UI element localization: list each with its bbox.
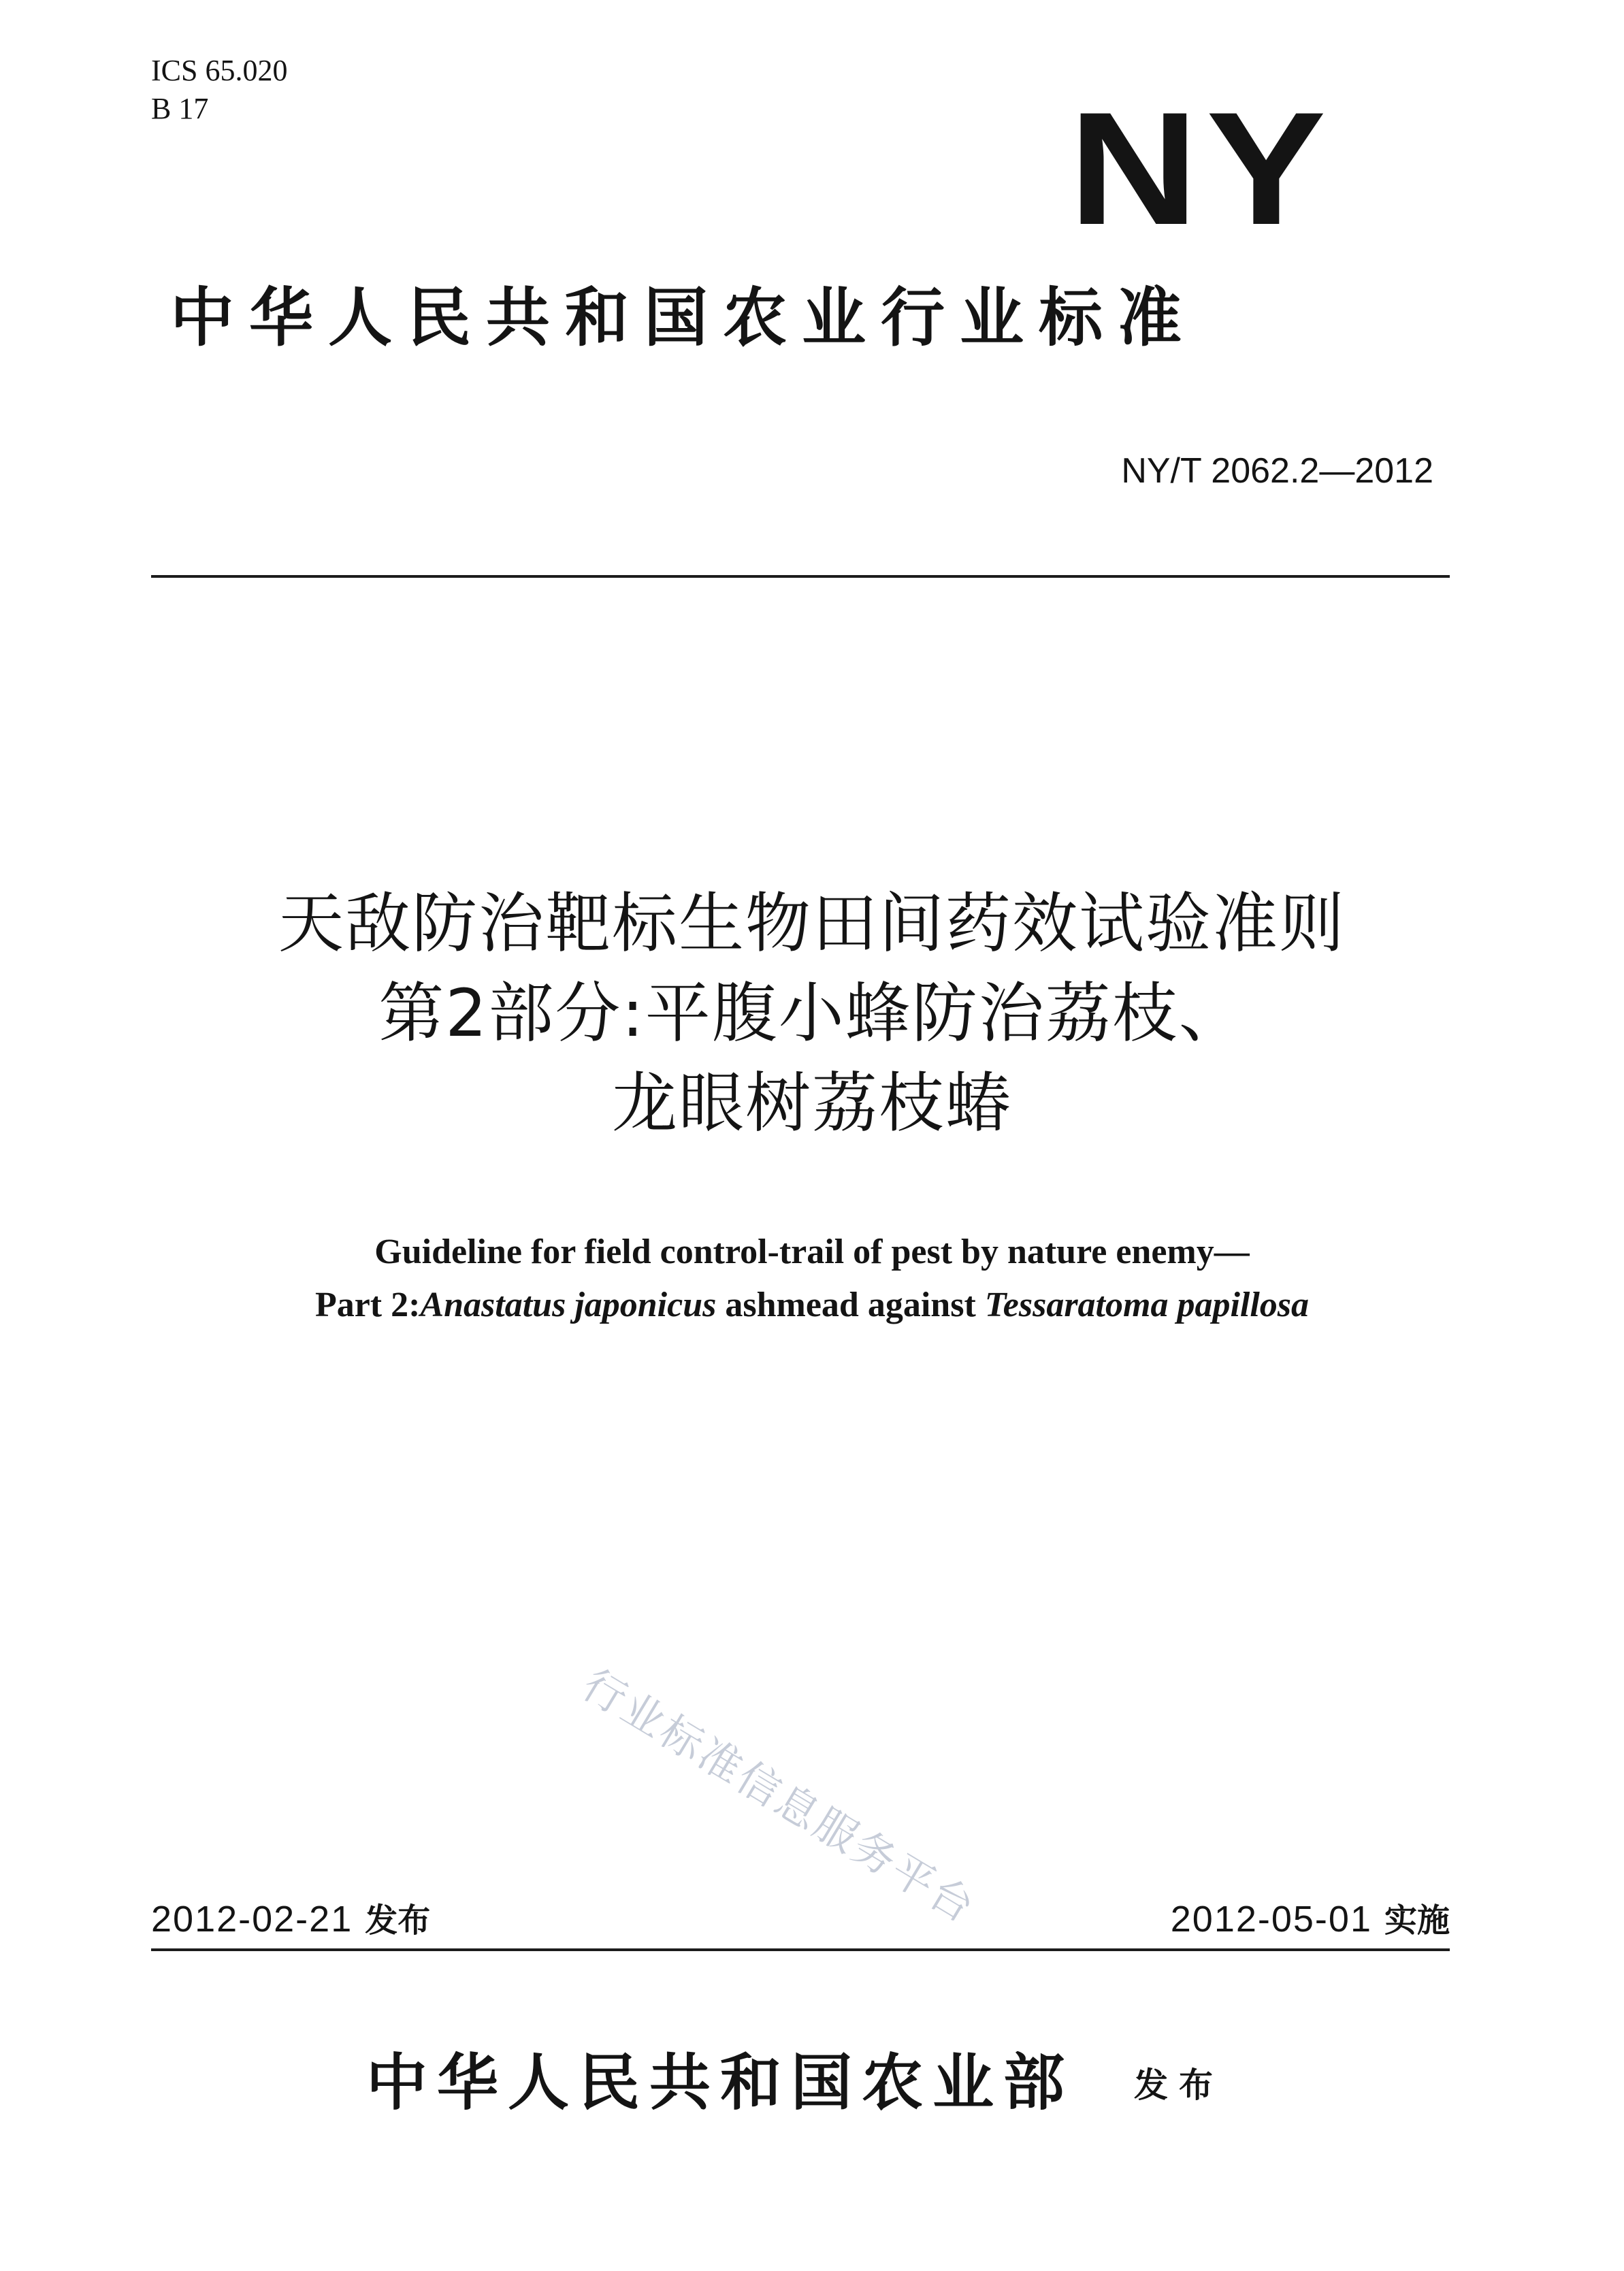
ccs-code: B 17 [151, 92, 209, 125]
ics-code: ICS 65.020 [151, 54, 288, 87]
footer-rule [151, 1948, 1450, 1951]
issue-date-block [151, 1897, 430, 1942]
title-english-species-pest: Tessaratoma papillosa [984, 1286, 1310, 1324]
publisher-action: 发布 [1134, 2065, 1224, 2105]
ny-logo: NY [1069, 79, 1334, 259]
watermark: 行业标准信息服务平台 [574, 1659, 985, 1933]
title-english-part-label: Part 2: [314, 1286, 421, 1324]
standard-number: NY/T 2062.2—2012 [1121, 451, 1433, 491]
title-chinese-line-1: 天敌防治靶标生物田间药效试验准则 [278, 885, 1346, 962]
title-english-line-1: Guideline for field control-trail of pest by nature enemy— [374, 1232, 1250, 1271]
implementation-date-block [1116, 1897, 1450, 1942]
title-chinese-line-3: 龙眼树荔枝蝽 [612, 1065, 1012, 1141]
implementation-label: 实施 [1384, 1901, 1450, 1940]
issue-date: 2012-02-21 [151, 1899, 353, 1940]
title-english-line-2 [0, 1284, 1624, 1327]
implementation-date: 2012-05-01 [1170, 1899, 1372, 1940]
publisher: 中华人民共和国农业部 [366, 2046, 1074, 2119]
issue-label: 发布 [365, 1901, 431, 1940]
title-english-species-parasitoid: Anastatus japonicus [420, 1286, 717, 1324]
title-english-connector: ashmead against [716, 1286, 985, 1324]
standard-category: 中华人民共和国农业行业标准 [170, 280, 1197, 355]
title-chinese-line-2: 第2部分:平腹小蜂防治荔枝、 [378, 975, 1246, 1051]
header-rule [151, 575, 1450, 578]
